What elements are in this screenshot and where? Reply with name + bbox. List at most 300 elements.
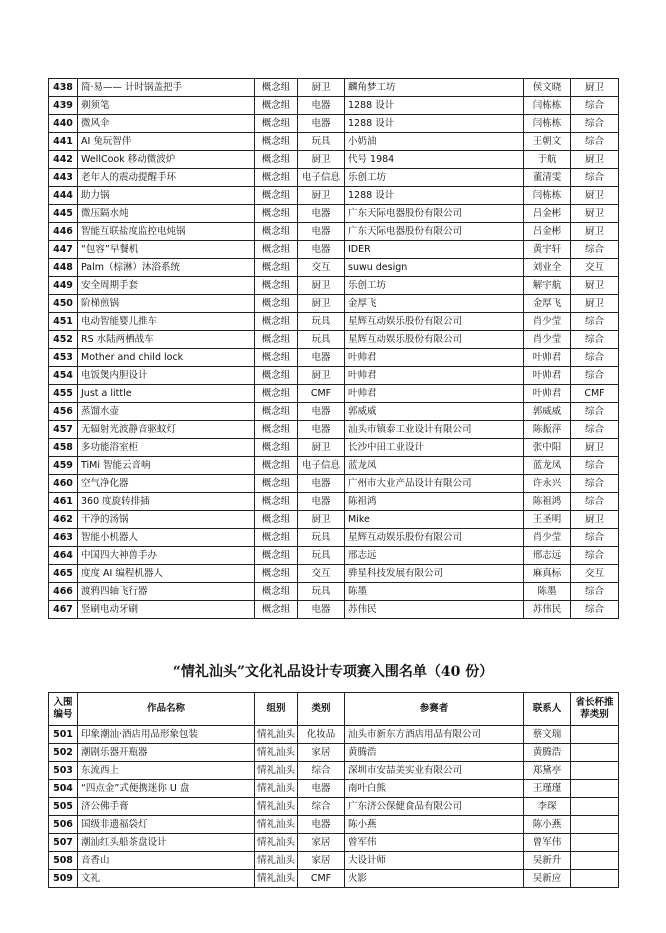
- cell-category: 厨卫: [298, 187, 345, 205]
- cell-participant: 汕头市新东方酒店用品有限公司: [345, 726, 524, 744]
- cell-category: 化妆品: [298, 726, 345, 744]
- cell-category: 厨卫: [298, 439, 345, 457]
- cell-work-name: 微风伞: [78, 115, 255, 133]
- cell-category: 家居: [298, 744, 345, 762]
- cell-contact: 黄宇轩: [524, 241, 571, 259]
- cell-work-name: AI 兔玩智伴: [78, 133, 255, 151]
- table-row: [49, 403, 619, 421]
- cell-contact: 陈振萍: [524, 421, 571, 439]
- cell-entry-number: 446: [49, 223, 78, 241]
- cell-group: 情礼汕头: [255, 780, 298, 798]
- cell-participant: 乐创工坊: [345, 169, 524, 187]
- cell-recommended-category: 综合: [571, 313, 619, 331]
- cell-participant: 黄腾浩: [345, 744, 524, 762]
- cell-contact: 肖少莹: [524, 529, 571, 547]
- cell-participant: 蓝龙凤: [345, 457, 524, 475]
- cell-participant: suwu design: [345, 259, 524, 277]
- cell-recommended-category: 综合: [571, 349, 619, 367]
- cell-category: CMF: [298, 385, 345, 403]
- table-row: [49, 565, 619, 583]
- finalist-table-concept: [48, 78, 619, 619]
- cell-recommended-category: 厨卫: [571, 205, 619, 223]
- cell-recommended-category: [571, 852, 619, 870]
- cell-contact: 陈祖鸿: [524, 493, 571, 511]
- cell-recommended-category: [571, 834, 619, 852]
- cell-participant: 广东天际电器股份有限公司: [345, 205, 524, 223]
- cell-work-name: 度度 AI 编程机器人: [78, 565, 255, 583]
- cell-group: 概念组: [255, 169, 298, 187]
- cell-entry-number: 443: [49, 169, 78, 187]
- table-row: [49, 870, 619, 888]
- cell-group: 概念组: [255, 151, 298, 169]
- cell-work-name: 文礼: [78, 870, 255, 888]
- table-header-row: [49, 693, 619, 726]
- cell-contact: 许永兴: [524, 475, 571, 493]
- cell-recommended-category: 厨卫: [571, 151, 619, 169]
- table-row: [49, 79, 619, 97]
- cell-recommended-category: 综合: [571, 403, 619, 421]
- table-row: [49, 223, 619, 241]
- cell-group: 概念组: [255, 601, 298, 619]
- cell-category: 电器: [298, 601, 345, 619]
- cell-group: 概念组: [255, 439, 298, 457]
- cell-category: 玩具: [298, 133, 345, 151]
- cell-contact: 叶帅君: [524, 349, 571, 367]
- table-row: [49, 421, 619, 439]
- cell-recommended-category: 综合: [571, 601, 619, 619]
- cell-category: 电器: [298, 421, 345, 439]
- header-entry-number: 入围编号: [49, 693, 78, 726]
- cell-category: 电器: [298, 403, 345, 421]
- table-row: [49, 834, 619, 852]
- cell-recommended-category: 综合: [571, 97, 619, 115]
- cell-group: 情礼汕头: [255, 744, 298, 762]
- cell-category: CMF: [298, 870, 345, 888]
- cell-entry-number: 444: [49, 187, 78, 205]
- cell-category: 交互: [298, 259, 345, 277]
- cell-category: 电器: [298, 223, 345, 241]
- cell-entry-number: 504: [49, 780, 78, 798]
- cell-category: 厨卫: [298, 295, 345, 313]
- table-row: [49, 762, 619, 780]
- cell-recommended-category: 综合: [571, 547, 619, 565]
- cell-contact: 吴新升: [524, 852, 571, 870]
- cell-participant: 代号 1984: [345, 151, 524, 169]
- cell-category: 电器: [298, 780, 345, 798]
- cell-recommended-category: 厨卫: [571, 79, 619, 97]
- cell-participant: 汕头市镇泰工业设计有限公司: [345, 421, 524, 439]
- cell-participant: 火影: [345, 870, 524, 888]
- table-row: [49, 511, 619, 529]
- cell-recommended-category: 综合: [571, 493, 619, 511]
- cell-entry-number: 467: [49, 601, 78, 619]
- cell-entry-number: 503: [49, 762, 78, 780]
- cell-recommended-category: 综合: [571, 583, 619, 601]
- table-row: [49, 133, 619, 151]
- cell-contact: 解宇航: [524, 277, 571, 295]
- cell-entry-number: 465: [49, 565, 78, 583]
- cell-recommended-category: 厨卫: [571, 295, 619, 313]
- cell-work-name: 智能互联盐度监控电炖锅: [78, 223, 255, 241]
- cell-participant: 乐创工坊: [345, 277, 524, 295]
- cell-group: 概念组: [255, 133, 298, 151]
- cell-contact: 闫栋栋: [524, 115, 571, 133]
- cell-participant: 1288 设计: [345, 187, 524, 205]
- cell-participant: 星辉互动娱乐股份有限公司: [345, 529, 524, 547]
- table-row: [49, 187, 619, 205]
- cell-recommended-category: 交互: [571, 259, 619, 277]
- header-participant: 参赛者: [345, 693, 524, 726]
- cell-entry-number: 440: [49, 115, 78, 133]
- cell-participant: 陈小燕: [345, 816, 524, 834]
- cell-recommended-category: 交互: [571, 565, 619, 583]
- cell-work-name: 潮剧乐器开瓶器: [78, 744, 255, 762]
- cell-contact: 蓝龙凤: [524, 457, 571, 475]
- header-group: 组别: [255, 693, 298, 726]
- cell-contact: 刘业全: [524, 259, 571, 277]
- cell-contact: 闫栋栋: [524, 187, 571, 205]
- table-row: [49, 295, 619, 313]
- cell-entry-number: 441: [49, 133, 78, 151]
- cell-contact: 叶帅君: [524, 367, 571, 385]
- cell-participant: 曾军伟: [345, 834, 524, 852]
- cell-work-name: 360 度旋转排插: [78, 493, 255, 511]
- table-row: [49, 798, 619, 816]
- cell-group: 概念组: [255, 295, 298, 313]
- cell-contact: 曾军伟: [524, 834, 571, 852]
- table-row: [49, 583, 619, 601]
- cell-work-name: TiMi 智能云音响: [78, 457, 255, 475]
- cell-entry-number: 457: [49, 421, 78, 439]
- cell-participant: 星辉互动娱乐股份有限公司: [345, 313, 524, 331]
- cell-group: 情礼汕头: [255, 870, 298, 888]
- cell-contact: 黄腾浩: [524, 744, 571, 762]
- cell-contact: 吕金彬: [524, 205, 571, 223]
- cell-entry-number: 456: [49, 403, 78, 421]
- cell-group: 概念组: [255, 457, 298, 475]
- cell-work-name: 剃须笔: [78, 97, 255, 115]
- table-row: [49, 601, 619, 619]
- finalist-table-gift: [48, 692, 619, 888]
- cell-category: 玩具: [298, 547, 345, 565]
- cell-category: 电子信息: [298, 457, 345, 475]
- table-row: [49, 97, 619, 115]
- cell-participant: IDER: [345, 241, 524, 259]
- cell-work-name: Palm（棕淋）沐浴系统: [78, 259, 255, 277]
- table-row: [49, 241, 619, 259]
- cell-group: 情礼汕头: [255, 852, 298, 870]
- cell-category: 综合: [298, 762, 345, 780]
- table-row: [49, 744, 619, 762]
- cell-work-name: 微压隔水炖: [78, 205, 255, 223]
- header-contact: 联系人: [524, 693, 571, 726]
- cell-participant: 金厚飞: [345, 295, 524, 313]
- cell-entry-number: 450: [49, 295, 78, 313]
- cell-contact: 董清雯: [524, 169, 571, 187]
- cell-group: 概念组: [255, 547, 298, 565]
- table-row: [49, 726, 619, 744]
- cell-work-name: 电动智能婴儿推车: [78, 313, 255, 331]
- cell-work-name: 东流西上: [78, 762, 255, 780]
- table-row: [49, 367, 619, 385]
- cell-entry-number: 455: [49, 385, 78, 403]
- cell-contact: 张中阳: [524, 439, 571, 457]
- cell-participant: 麟角梦工坊: [345, 79, 524, 97]
- cell-contact: 肖少莹: [524, 313, 571, 331]
- cell-category: 电器: [298, 241, 345, 259]
- table-row: [49, 205, 619, 223]
- cell-recommended-category: 厨卫: [571, 277, 619, 295]
- cell-group: 概念组: [255, 331, 298, 349]
- cell-category: 电器: [298, 475, 345, 493]
- cell-group: 概念组: [255, 565, 298, 583]
- cell-entry-number: 463: [49, 529, 78, 547]
- cell-participant: 长沙中田工业设计: [345, 439, 524, 457]
- finalist-table-concept-body: [49, 79, 619, 619]
- cell-recommended-category: 综合: [571, 169, 619, 187]
- cell-category: 家居: [298, 834, 345, 852]
- cell-group: 概念组: [255, 583, 298, 601]
- cell-work-name: 空气净化器: [78, 475, 255, 493]
- cell-entry-number: 505: [49, 798, 78, 816]
- cell-participant: 小奶油: [345, 133, 524, 151]
- cell-category: 电器: [298, 493, 345, 511]
- cell-contact: 邢志远: [524, 547, 571, 565]
- cell-contact: 王圣明: [524, 511, 571, 529]
- cell-entry-number: 451: [49, 313, 78, 331]
- cell-participant: 南叶白熊: [345, 780, 524, 798]
- cell-contact: 叶帅君: [524, 385, 571, 403]
- cell-contact: 苏伟民: [524, 601, 571, 619]
- cell-contact: 于航: [524, 151, 571, 169]
- cell-category: 厨卫: [298, 79, 345, 97]
- cell-participant: 广东济公保健食品有限公司: [345, 798, 524, 816]
- section-title: “情礼汕头”文化礼品设计专项赛入围名单（40 份）: [172, 664, 494, 680]
- table-row: [49, 852, 619, 870]
- cell-group: 情礼汕头: [255, 762, 298, 780]
- cell-contact: 李琛: [524, 798, 571, 816]
- cell-entry-number: 449: [49, 277, 78, 295]
- cell-entry-number: 448: [49, 259, 78, 277]
- table-row: [49, 493, 619, 511]
- cell-entry-number: 442: [49, 151, 78, 169]
- cell-participant: 陈墨: [345, 583, 524, 601]
- cell-group: 概念组: [255, 475, 298, 493]
- cell-work-name: 干净的汤锅: [78, 511, 255, 529]
- cell-category: 电器: [298, 816, 345, 834]
- cell-participant: 大设计师: [345, 852, 524, 870]
- cell-entry-number: 454: [49, 367, 78, 385]
- cell-group: 概念组: [255, 223, 298, 241]
- cell-group: 情礼汕头: [255, 726, 298, 744]
- table-row: [49, 277, 619, 295]
- cell-recommended-category: [571, 780, 619, 798]
- cell-category: 厨卫: [298, 151, 345, 169]
- cell-entry-number: 452: [49, 331, 78, 349]
- table-row: [49, 331, 619, 349]
- cell-category: 玩具: [298, 331, 345, 349]
- cell-entry-number: 461: [49, 493, 78, 511]
- table-row: [49, 349, 619, 367]
- cell-group: 概念组: [255, 115, 298, 133]
- cell-work-name: “包容”早餐机: [78, 241, 255, 259]
- cell-work-name: 印象潮汕·酒店用品形象包装: [78, 726, 255, 744]
- table-row: [49, 169, 619, 187]
- cell-group: 情礼汕头: [255, 798, 298, 816]
- table-row: [49, 385, 619, 403]
- cell-work-name: WellCook 移动微波炉: [78, 151, 255, 169]
- cell-work-name: 潮汕红头船茶盘设计: [78, 834, 255, 852]
- cell-contact: 陈小燕: [524, 816, 571, 834]
- cell-contact: 金厚飞: [524, 295, 571, 313]
- cell-entry-number: 501: [49, 726, 78, 744]
- cell-entry-number: 506: [49, 816, 78, 834]
- cell-work-name: 渡鸦四轴飞行器: [78, 583, 255, 601]
- cell-work-name: 简·易—— 计时锅盖把手: [78, 79, 255, 97]
- cell-work-name: 助力锅: [78, 187, 255, 205]
- cell-contact: 侯文晓: [524, 79, 571, 97]
- cell-entry-number: 462: [49, 511, 78, 529]
- cell-category: 电器: [298, 115, 345, 133]
- cell-group: 概念组: [255, 313, 298, 331]
- cell-contact: 吕金彬: [524, 223, 571, 241]
- cell-participant: 叶帅君: [345, 367, 524, 385]
- cell-recommended-category: 综合: [571, 457, 619, 475]
- cell-entry-number: 464: [49, 547, 78, 565]
- cell-participant: 骅星科技发展有限公司: [345, 565, 524, 583]
- cell-group: 概念组: [255, 205, 298, 223]
- cell-category: 电器: [298, 205, 345, 223]
- cell-work-name: 老年人的震动提醒手环: [78, 169, 255, 187]
- table-row: [49, 313, 619, 331]
- cell-work-name: Mother and child lock: [78, 349, 255, 367]
- cell-participant: 邢志远: [345, 547, 524, 565]
- table-row: [49, 547, 619, 565]
- cell-contact: 王瑾瑾: [524, 780, 571, 798]
- table-row: [49, 816, 619, 834]
- cell-participant: 叶帅君: [345, 385, 524, 403]
- header-category: 类别: [298, 693, 345, 726]
- header-recommended-category: 省长杯推荐类别: [571, 693, 619, 726]
- cell-group: 概念组: [255, 349, 298, 367]
- cell-category: 厨卫: [298, 511, 345, 529]
- table-row: [49, 151, 619, 169]
- finalist-table-gift-body: [49, 726, 619, 888]
- cell-work-name: 无辐射光波静音驱蚊灯: [78, 421, 255, 439]
- cell-contact: 郭威威: [524, 403, 571, 421]
- cell-category: 厨卫: [298, 277, 345, 295]
- cell-entry-number: 445: [49, 205, 78, 223]
- cell-entry-number: 507: [49, 834, 78, 852]
- cell-participant: 陈祖鸿: [345, 493, 524, 511]
- header-work-name: 作品名称: [78, 693, 255, 726]
- cell-work-name: 济公佛手膏: [78, 798, 255, 816]
- table-row: [49, 529, 619, 547]
- cell-recommended-category: 厨卫: [571, 223, 619, 241]
- cell-work-name: 智能小机器人: [78, 529, 255, 547]
- cell-work-name: 多功能浴室柜: [78, 439, 255, 457]
- table-row: [49, 475, 619, 493]
- cell-group: 概念组: [255, 367, 298, 385]
- cell-work-name: 音香山: [78, 852, 255, 870]
- cell-recommended-category: 综合: [571, 421, 619, 439]
- cell-entry-number: 438: [49, 79, 78, 97]
- cell-work-name: 安全周期手套: [78, 277, 255, 295]
- cell-group: 概念组: [255, 187, 298, 205]
- cell-contact: 蔡文瑞: [524, 726, 571, 744]
- cell-contact: 肖少莹: [524, 331, 571, 349]
- cell-group: 概念组: [255, 529, 298, 547]
- cell-group: 概念组: [255, 421, 298, 439]
- cell-participant: 深圳市安喆美实业有限公司: [345, 762, 524, 780]
- cell-work-name: 中国四大神兽手办: [78, 547, 255, 565]
- cell-recommended-category: 综合: [571, 529, 619, 547]
- cell-category: 玩具: [298, 583, 345, 601]
- cell-work-name: 电饭煲内胆设计: [78, 367, 255, 385]
- cell-participant: 1288 设计: [345, 115, 524, 133]
- cell-recommended-category: 厨卫: [571, 511, 619, 529]
- cell-entry-number: 459: [49, 457, 78, 475]
- cell-group: 概念组: [255, 493, 298, 511]
- cell-participant: Mike: [345, 511, 524, 529]
- cell-group: 情礼汕头: [255, 834, 298, 852]
- cell-category: 交互: [298, 565, 345, 583]
- cell-entry-number: 460: [49, 475, 78, 493]
- cell-contact: 王朝文: [524, 133, 571, 151]
- cell-recommended-category: 综合: [571, 367, 619, 385]
- cell-participant: 叶帅君: [345, 349, 524, 367]
- cell-contact: 郑黛亭: [524, 762, 571, 780]
- cell-group: 概念组: [255, 385, 298, 403]
- cell-category: 综合: [298, 798, 345, 816]
- cell-recommended-category: 综合: [571, 331, 619, 349]
- cell-category: 电器: [298, 349, 345, 367]
- cell-contact: 吴新应: [524, 870, 571, 888]
- cell-category: 厨卫: [298, 367, 345, 385]
- cell-recommended-category: 厨卫: [571, 187, 619, 205]
- table-row: [49, 457, 619, 475]
- table-row: [49, 780, 619, 798]
- cell-group: 概念组: [255, 403, 298, 421]
- cell-category: 玩具: [298, 529, 345, 547]
- cell-entry-number: 466: [49, 583, 78, 601]
- cell-group: 概念组: [255, 97, 298, 115]
- cell-category: 玩具: [298, 313, 345, 331]
- cell-contact: 麻真标: [524, 565, 571, 583]
- cell-category: 电子信息: [298, 169, 345, 187]
- cell-recommended-category: 综合: [571, 133, 619, 151]
- cell-recommended-category: 综合: [571, 115, 619, 133]
- cell-group: 情礼汕头: [255, 816, 298, 834]
- cell-entry-number: 447: [49, 241, 78, 259]
- table-row: [49, 439, 619, 457]
- cell-group: 概念组: [255, 241, 298, 259]
- cell-recommended-category: [571, 762, 619, 780]
- cell-contact: 陈墨: [524, 583, 571, 601]
- cell-participant: 广东天际电器股份有限公司: [345, 223, 524, 241]
- cell-recommended-category: [571, 726, 619, 744]
- cell-entry-number: 458: [49, 439, 78, 457]
- cell-recommended-category: 综合: [571, 241, 619, 259]
- cell-contact: 闫栋栋: [524, 97, 571, 115]
- cell-work-name: Just a little: [78, 385, 255, 403]
- cell-work-name: “四点金”式便携迷你 U 盘: [78, 780, 255, 798]
- cell-category: 家居: [298, 852, 345, 870]
- cell-group: 概念组: [255, 511, 298, 529]
- cell-entry-number: 508: [49, 852, 78, 870]
- cell-entry-number: 439: [49, 97, 78, 115]
- cell-recommended-category: CMF: [571, 385, 619, 403]
